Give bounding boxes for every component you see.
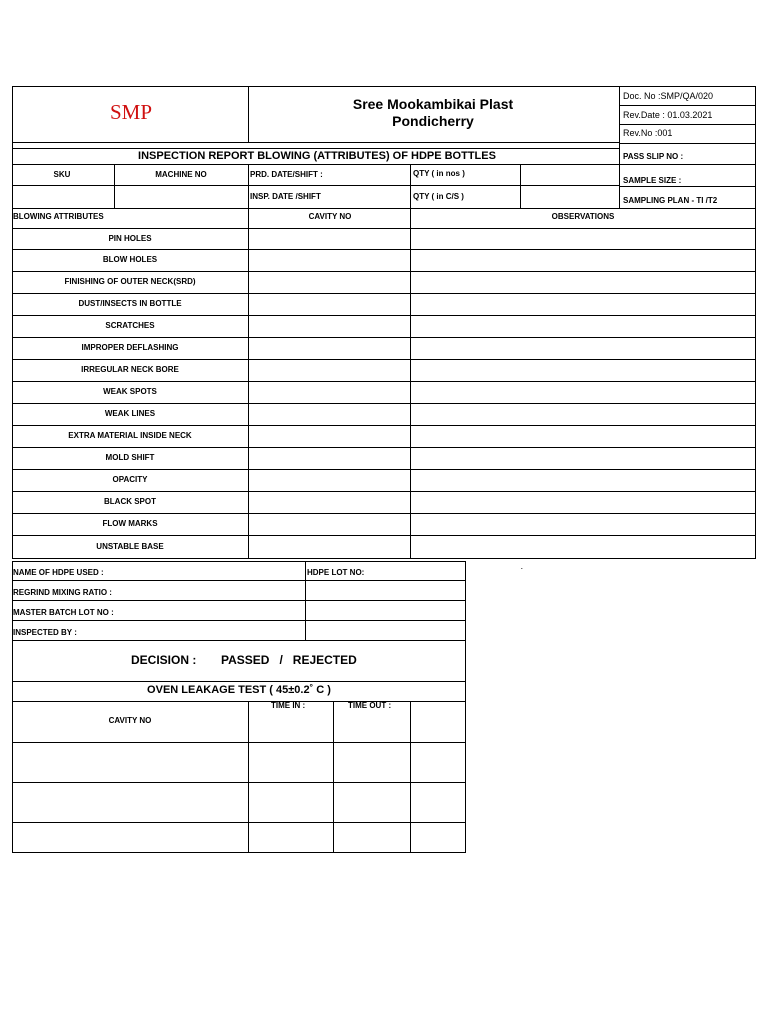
oven-time-in-value-cell[interactable] — [248, 782, 334, 823]
observation-value-cell[interactable] — [410, 447, 756, 470]
attr-item-label: DUST/INSECTS IN BOTTLE — [78, 299, 182, 308]
master-batch-label: MASTER BATCH LOT NO : — [13, 608, 114, 617]
qty-cs-value-cell[interactable] — [520, 185, 620, 209]
attr-item-label: MOLD SHIFT — [105, 453, 155, 462]
attr-item-label: PIN HOLES — [108, 234, 152, 243]
sku-label: SKU — [53, 170, 71, 179]
qty-cs-label: QTY ( in C/S ) — [413, 192, 464, 201]
regrind-label: REGRIND MIXING RATIO : — [13, 588, 112, 597]
observation-value-cell[interactable] — [410, 249, 756, 272]
inspected-by-label: INSPECTED BY : — [13, 628, 77, 637]
oven-time-in-value-cell[interactable] — [248, 742, 334, 783]
rev-date: Rev.Date : 01.03.2021 — [623, 110, 713, 120]
observation-value-cell[interactable] — [410, 491, 756, 514]
attr-item-label: FINISHING OF OUTER NECK(SRD) — [64, 277, 196, 286]
decision-label: DECISION : — [131, 653, 197, 667]
observation-value-cell[interactable] — [410, 271, 756, 294]
cavity-value-cell[interactable] — [248, 381, 411, 404]
machine-no-label: MACHINE NO — [155, 170, 207, 179]
cavity-value-cell[interactable] — [248, 228, 411, 250]
time-in-label: TIME IN : — [271, 701, 306, 710]
oven-time-out-value-cell[interactable] — [333, 782, 411, 823]
oven-cavity-label: CAVITY NO — [108, 716, 152, 725]
oven-time-in-value-cell[interactable] — [248, 822, 334, 853]
report-title: INSPECTION REPORT BLOWING (ATTRIBUTES) OF HDPE BOTTLES — [138, 150, 496, 162]
decision-options: PASSED / REJECTED — [221, 653, 357, 667]
attr-item-label: IRREGULAR NECK BORE — [81, 365, 179, 374]
observation-value-cell[interactable] — [410, 381, 756, 404]
company-name: Sree Mookambikai Plast — [352, 96, 514, 112]
observation-value-cell[interactable] — [410, 228, 756, 250]
cavity-value-cell[interactable] — [248, 293, 411, 316]
stray-mark: . — [521, 565, 523, 571]
oven-extra-value-cell[interactable] — [410, 742, 466, 783]
cavity-value-cell[interactable] — [248, 469, 411, 492]
sku-value-cell[interactable] — [12, 185, 115, 209]
master-batch-value-cell[interactable] — [305, 600, 466, 621]
inspected-by-value-cell[interactable] — [305, 620, 466, 641]
sampling-plan-label: SAMPLING PLAN - TI /T2 — [623, 196, 718, 205]
hdpe-lot-label: HDPE LOT NO: — [307, 568, 365, 577]
observation-value-cell[interactable] — [410, 403, 756, 426]
observation-value-cell[interactable] — [410, 337, 756, 360]
observation-value-cell[interactable] — [410, 359, 756, 382]
attr-item-label: UNSTABLE BASE — [96, 542, 164, 551]
cavity-value-cell[interactable] — [248, 359, 411, 382]
attr-item-label: OPACITY — [112, 475, 148, 484]
rev-no: Rev.No :001 — [623, 128, 673, 138]
attr-item-label: WEAK LINES — [104, 409, 156, 418]
observation-value-cell[interactable] — [410, 513, 756, 536]
cavity-value-cell[interactable] — [248, 513, 411, 536]
attr-item-label: BLOW HOLES — [102, 255, 158, 264]
oven-extra-value-cell[interactable] — [410, 782, 466, 823]
attr-item-label: EXTRA MATERIAL INSIDE NECK — [68, 431, 192, 440]
attr-item-label: IMPROPER DEFLASHING — [81, 343, 179, 352]
oven-cavity-value-cell[interactable] — [12, 742, 249, 783]
cavity-value-cell[interactable] — [248, 491, 411, 514]
oven-time-out-value-cell[interactable] — [333, 822, 411, 853]
regrind-value-cell[interactable] — [305, 580, 466, 601]
qty-nos-value-cell[interactable] — [520, 164, 620, 186]
attr-header-label: BLOWING ATTRIBUTES — [13, 212, 104, 221]
attr-item-label: SCRATCHES — [105, 321, 155, 330]
doc-no: Doc. No :SMP/QA/020 — [623, 91, 714, 101]
oven-cavity-value-cell[interactable] — [12, 782, 249, 823]
cavity-value-cell[interactable] — [248, 337, 411, 360]
qty-nos-label: QTY ( in nos ) — [413, 169, 465, 178]
machine-no-value-cell[interactable] — [114, 185, 249, 209]
observation-value-cell[interactable] — [410, 425, 756, 448]
time-out-label: TIME OUT : — [348, 701, 392, 710]
hdpe-used-label: NAME OF HDPE USED : — [13, 568, 104, 577]
cavity-value-cell[interactable] — [248, 403, 411, 426]
observation-value-cell[interactable] — [410, 293, 756, 316]
observation-value-cell[interactable] — [410, 469, 756, 492]
prd-date-label: PRD. DATE/SHIFT : — [250, 170, 323, 179]
cavity-value-cell[interactable] — [248, 447, 411, 470]
attr-item-label: FLOW MARKS — [102, 519, 158, 528]
cavity-value-cell[interactable] — [248, 425, 411, 448]
insp-date-label: INSP. DATE /SHIFT — [250, 192, 321, 201]
company-logo: SMP — [109, 100, 153, 124]
cavity-value-cell[interactable] — [248, 315, 411, 338]
pass-slip-label: PASS SLIP NO : — [623, 152, 684, 161]
cavity-header-label: CAVITY NO — [308, 212, 352, 221]
observation-value-cell[interactable] — [410, 315, 756, 338]
observation-value-cell[interactable] — [410, 535, 756, 559]
cavity-value-cell[interactable] — [248, 249, 411, 272]
company-location: Pondicherry — [392, 113, 474, 129]
sample-size-label: SAMPLE SIZE : — [623, 176, 682, 185]
oven-cavity-value-cell[interactable] — [12, 822, 249, 853]
attr-item-label: WEAK SPOTS — [103, 387, 157, 396]
oven-title: OVEN LEAKAGE TEST ( 45±0.2˚ C ) — [147, 684, 331, 696]
cavity-value-cell[interactable] — [248, 271, 411, 294]
oven-extra-header-cell — [410, 701, 466, 743]
cavity-value-cell[interactable] — [248, 535, 411, 559]
observations-header-label: OBSERVATIONS — [551, 212, 615, 221]
oven-extra-value-cell[interactable] — [410, 822, 466, 853]
oven-time-out-value-cell[interactable] — [333, 742, 411, 783]
attr-item-label: BLACK SPOT — [104, 497, 156, 506]
